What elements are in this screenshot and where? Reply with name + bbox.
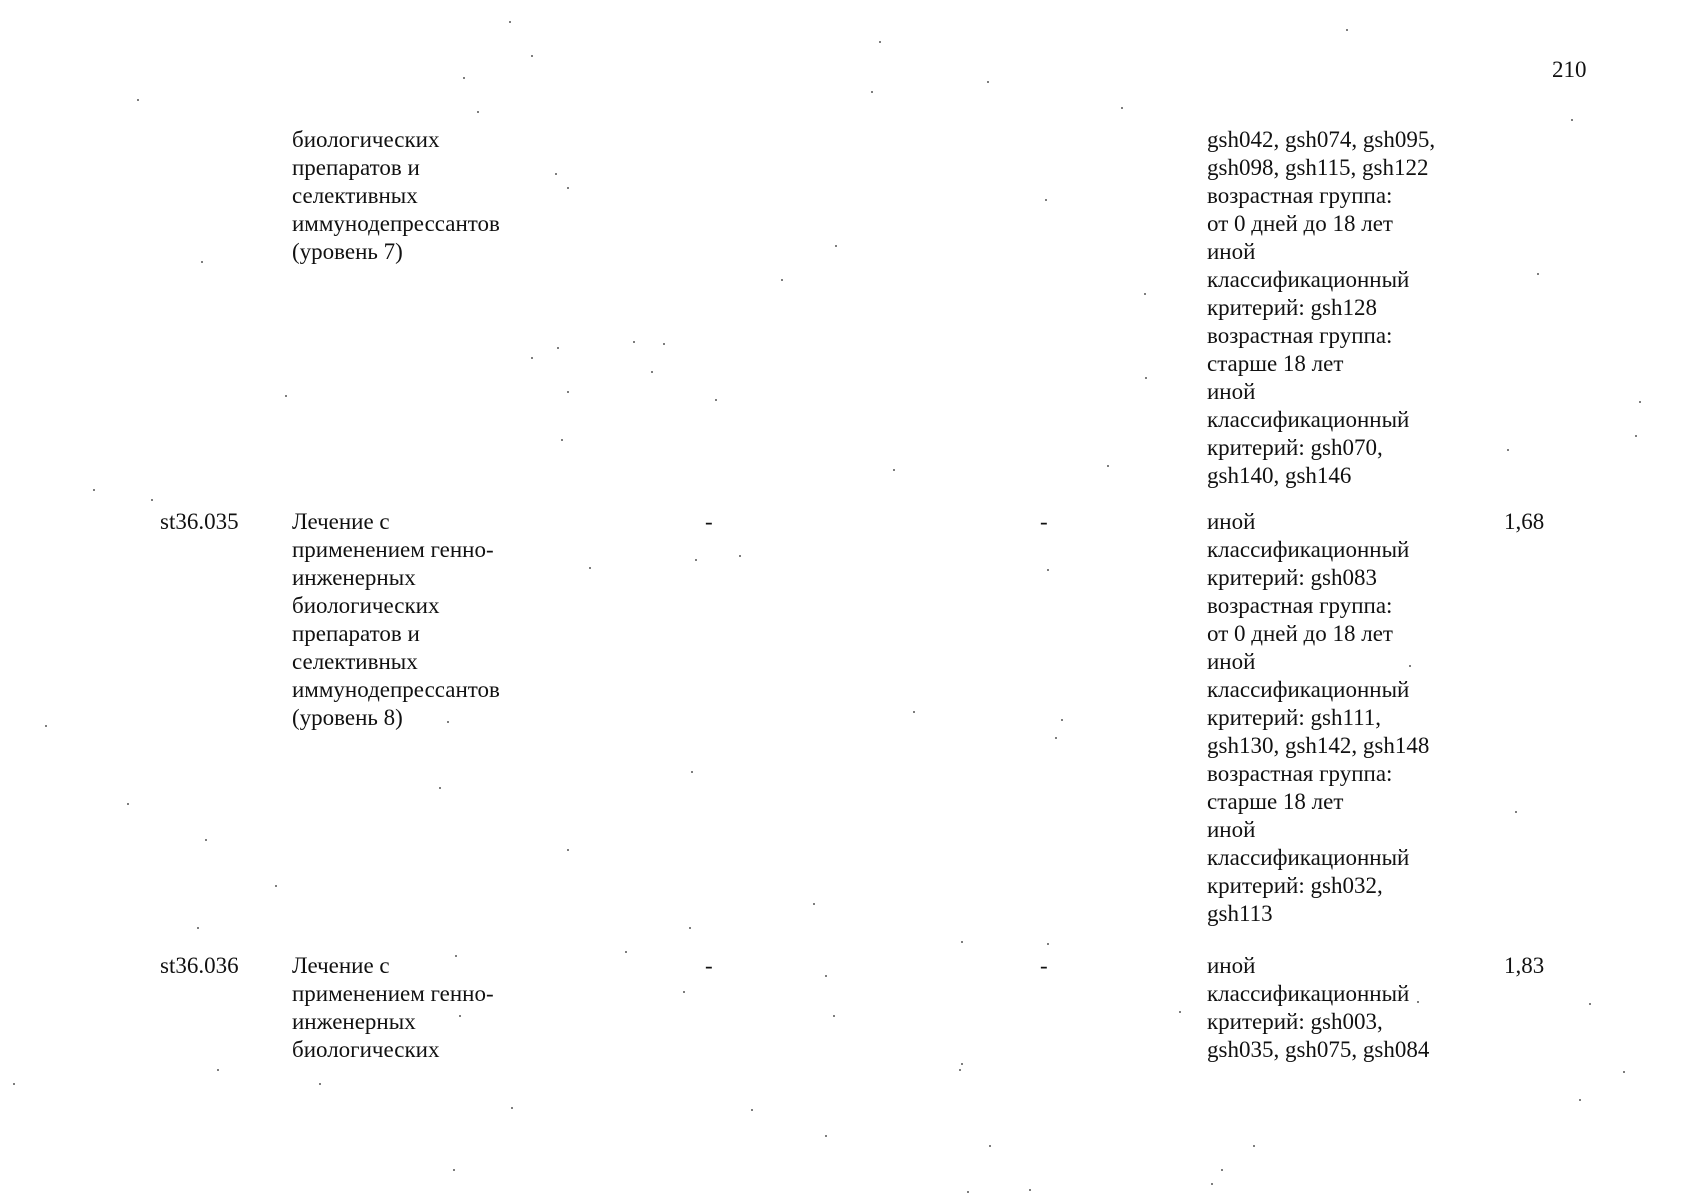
name-line: селективных [292,183,418,208]
name-line: Лечение с [292,509,390,534]
name-line: препаратов и [292,621,420,646]
criteria-line: критерий: gsh032, [1207,873,1383,898]
criteria-line: классификационный [1207,845,1410,870]
name-line: (уровень 7) [292,239,403,264]
criteria-line: от 0 дней до 18 лет [1207,211,1393,236]
criteria-line: gsh113 [1207,901,1273,926]
criteria-line: gsh035, gsh075, gsh084 [1207,1037,1430,1062]
criteria-line: gsh098, gsh115, gsh122 [1207,155,1429,180]
criteria-line: иной [1207,239,1256,264]
row-col4: - [1040,509,1048,534]
criteria-line: иной [1207,509,1256,534]
name-line: биологических [292,593,440,618]
criteria-line: иной [1207,379,1256,404]
row-criteria [1207,126,1467,490]
criteria-line: старше 18 лет [1207,351,1344,376]
criteria-line: критерий: gsh083 [1207,565,1377,590]
row-code: st36.035 [160,509,239,534]
criteria-line: классификационный [1207,407,1410,432]
criteria-line: критерий: gsh070, [1207,435,1383,460]
row-criteria [1207,508,1467,928]
name-line: иммунодепрессантов [292,677,500,702]
name-line: (уровень 8) [292,705,403,730]
name-line: инженерных [292,565,416,590]
criteria-line: иной [1207,649,1256,674]
criteria-line: от 0 дней до 18 лет [1207,621,1393,646]
criteria-line: gsh140, gsh146 [1207,463,1352,488]
criteria-line: иной [1207,953,1256,978]
criteria-line: классификационный [1207,677,1410,702]
criteria-line: классификационный [1207,537,1410,562]
name-line: препаратов и [292,155,420,180]
row-col3: - [705,509,713,534]
row-name [292,952,592,1064]
criteria-line: возрастная группа: [1207,761,1393,786]
name-line: селективных [292,649,418,674]
row-name [292,126,592,266]
row-col3: - [705,953,713,978]
name-line: биологических [292,127,440,152]
criteria-line: возрастная группа: [1207,593,1393,618]
row-col4: - [1040,953,1048,978]
name-line: применением генно- [292,981,494,1006]
criteria-line: gsh130, gsh142, gsh148 [1207,733,1430,758]
criteria-line: критерий: gsh128 [1207,295,1377,320]
name-line: применением генно- [292,537,494,562]
name-line: Лечение с [292,953,390,978]
criteria-line: критерий: gsh003, [1207,1009,1383,1034]
criteria-line: классификационный [1207,267,1410,292]
name-line: инженерных [292,1009,416,1034]
criteria-line: классификационный [1207,981,1410,1006]
criteria-line: возрастная группа: [1207,323,1393,348]
criteria-line: иной [1207,817,1256,842]
name-line: иммунодепрессантов [292,211,500,236]
criteria-line: возрастная группа: [1207,183,1393,208]
row-name [292,508,592,732]
criteria-line: gsh042, gsh074, gsh095, [1207,127,1436,152]
name-line: биологических [292,1037,440,1062]
row-coefficient: 1,83 [1504,953,1545,978]
row-criteria [1207,952,1467,1064]
row-coefficient: 1,68 [1504,509,1545,534]
row-code: st36.036 [160,953,239,978]
page-number: 210 [1552,57,1587,82]
criteria-line: критерий: gsh111, [1207,705,1381,730]
criteria-line: старше 18 лет [1207,789,1344,814]
